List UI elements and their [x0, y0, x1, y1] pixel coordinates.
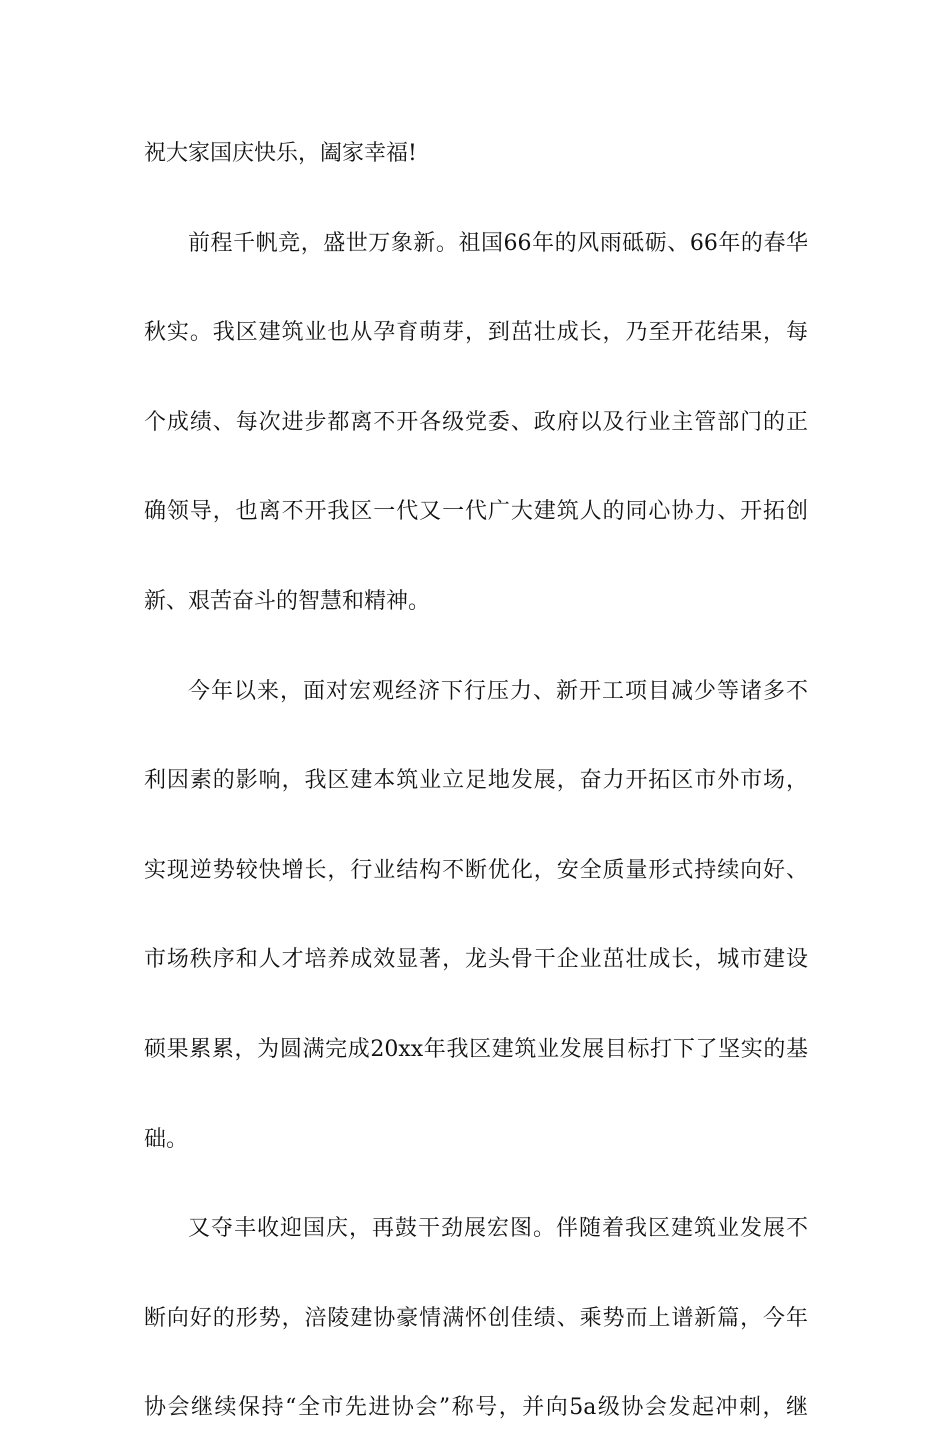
text-line: 前程千帆竞，盛世万象新。祖国66年的风雨砥砺、66年的春华	[188, 230, 808, 256]
text-line: 断向好的形势，涪陵建协豪情满怀创佳绩、乘势而上谱新篇，今年	[144, 1305, 808, 1331]
text-line: 硕果累累，为圆满完成20xx年我区建筑业发展目标打下了坚实的基	[144, 1036, 808, 1062]
line-gap	[144, 177, 808, 222]
line-gap	[144, 1252, 808, 1297]
text-line: 新、艰苦奋斗的智慧和精神。	[144, 588, 431, 614]
text-line: 实现逆势较快增长，行业结构不断优化，安全质量形式持续向好、	[144, 857, 808, 883]
text-line: 秋实。我区建筑业也从孕育萌芽，到茁壮成长，乃至开花结果，每	[144, 320, 808, 346]
text-line: 祝大家国庆快乐，阖家幸福!	[144, 141, 417, 166]
text-line: 协会继续保持“全市先进协会”称号，并向5a级协会发起冲刺，继	[144, 1395, 808, 1421]
line-gap	[144, 1162, 808, 1207]
text-line: 市场秩序和人才培养成效显著，龙头骨干企业茁壮成长，城市建设	[144, 947, 808, 973]
text-line: 利因素的影响，我区建本筑业立足地发展，奋力开拓区市外市场，	[144, 768, 808, 794]
line-gap	[144, 266, 808, 311]
line-gap	[144, 1342, 808, 1387]
line-gap	[144, 714, 808, 759]
line-gap	[144, 356, 808, 401]
text-line: 个成绩、每次进步都离不开各级党委、政府以及行业主管部门的正	[144, 409, 808, 435]
line-gap	[144, 1073, 808, 1118]
line-gap	[144, 446, 808, 491]
line-gap	[144, 894, 808, 939]
line-gap	[144, 804, 808, 849]
line-gap	[144, 983, 808, 1028]
line-gap	[144, 535, 808, 580]
line-gap	[144, 625, 808, 670]
text-line: 今年以来，面对宏观经济下行压力、新开工项目减少等诸多不	[188, 678, 808, 704]
text-line: 又夺丰收迎国庆，再鼓干劲展宏图。伴随着我区建筑业发展不	[188, 1216, 808, 1242]
text-line: 础。	[144, 1126, 189, 1152]
text-line: 确领导，也离不开我区一代又一代广大建筑人的同心协力、开拓创	[144, 499, 808, 525]
document-body	[144, 132, 808, 1431]
